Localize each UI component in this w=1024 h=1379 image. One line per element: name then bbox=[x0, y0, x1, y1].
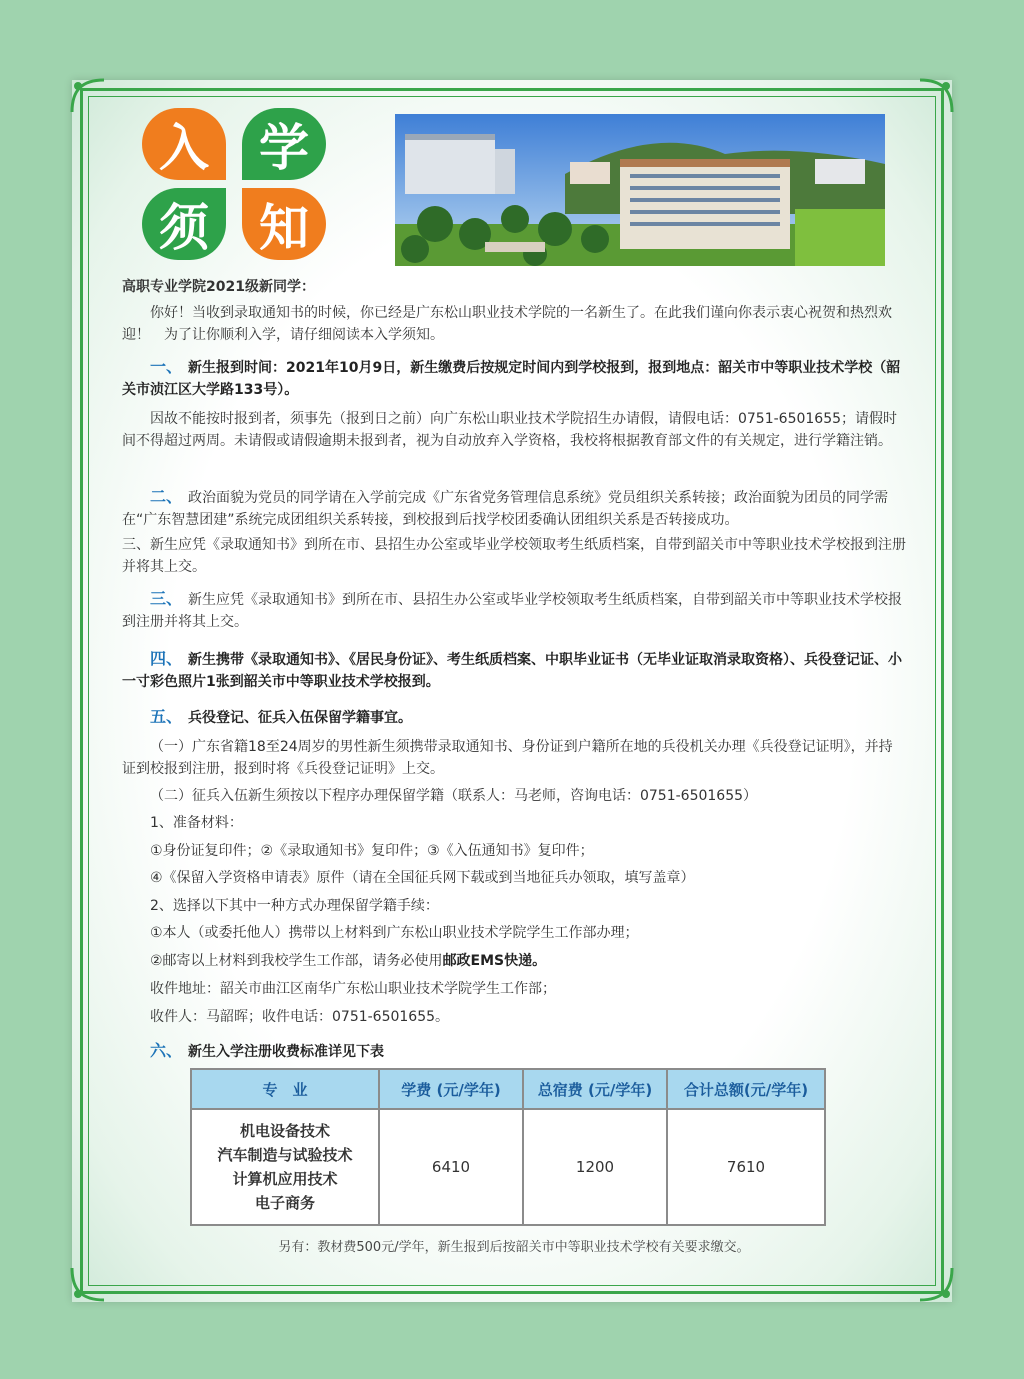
section-5-item: ④《保留入学资格申请表》原件（请在全国征兵网下载或到当地征兵办领取，填写盖章） bbox=[150, 870, 695, 886]
section-5-p1: （一）广东省籍18至24周岁的男性新生须携带录取通知书、身份证到户籍所在地的兵役机关办理《兵役登记证明》，并持证到校报到注册，报到时将《兵役登记证明》上交。 bbox=[122, 739, 893, 777]
major-name: 汽车制造与试验技术 bbox=[217, 1146, 353, 1164]
column-header: 专 业 bbox=[191, 1069, 379, 1109]
corner-ornament-icon bbox=[916, 1264, 956, 1304]
logo-tile: 须 bbox=[142, 188, 226, 260]
column-header: 总宿费 (元/学年) bbox=[523, 1069, 667, 1109]
section-6 bbox=[122, 1040, 906, 1063]
section-5-item: ①身份证复印件；②《录取通知书》复印件；③《入伍通知书》复印件； bbox=[150, 843, 594, 859]
logo-tile: 知 bbox=[242, 188, 326, 260]
intro-paragraph: 你好！当收到录取通知书的时候，你已经是广东松山职业技术学院的一名新生了。在此我们谨向你表示衷心祝贺和热烈欢迎！ 为了让你顺利入学，请仔细阅读本入学须知。 bbox=[122, 305, 892, 343]
logo-tile: 学 bbox=[242, 108, 326, 180]
column-header: 学费 (元/学年) bbox=[379, 1069, 523, 1109]
section-1-heading: 新生报到时间：2021年10月9日，新生缴费后按规定时间内到学校报到，报到地点：韶关市中等职业技术学校（韶关市浈江区大学路133号）。 bbox=[122, 360, 901, 398]
column-header: 合计总额(元/学年) bbox=[667, 1069, 825, 1109]
major-name: 机电设备技术 bbox=[239, 1122, 330, 1140]
section-number: 二、 bbox=[150, 487, 183, 506]
section-5-address: 收件地址：韶关市曲江区南华广东松山职业技术学院学生工作部； bbox=[150, 981, 556, 997]
section-5-p2: （二）征兵入伍新生须按以下程序办理保留学籍（联系人：马老师，咨询电话：0751-6501655） bbox=[150, 788, 758, 804]
major-name: 电子商务 bbox=[254, 1194, 315, 1212]
campus-photo bbox=[395, 114, 885, 266]
section-5-item-text: ②邮寄以上材料到我校学生工作部，请务必使用 bbox=[150, 953, 443, 969]
section-6-title: 新生入学注册收费标准详见下表 bbox=[188, 1044, 385, 1060]
section-5-item: 2、选择以下其中一种方式办理保留学籍手续： bbox=[150, 898, 439, 914]
section-5-recipient: 收件人：马韶晖；收件电话：0751-6501655。 bbox=[150, 1009, 450, 1025]
section-5-title: 兵役登记、征兵入伍保留学籍事宜。 bbox=[188, 710, 413, 726]
section-4-text: 新生携带《录取通知书》、《居民身份证》、考生纸质档案、中职毕业证书（无毕业证取消录取资格）、兵役登记证、小一寸彩色照片1张到韶关市中等职业技术学校报到。 bbox=[122, 652, 903, 690]
corner-ornament-icon bbox=[68, 76, 108, 116]
table-header-row bbox=[191, 1069, 825, 1109]
section-2-text: 政治面貌为党员的同学请在入学前完成《广东省党务管理信息系统》党员组织关系转接；政治面貌为团员的同学需在“广东智慧团建”系统完成团组织关系转接，到校报到后找学校团委确认团组织关系是否转接成功。 bbox=[122, 490, 889, 528]
section-5-item: 1、准备材料： bbox=[150, 815, 243, 831]
total-cell: 7610 bbox=[667, 1109, 825, 1225]
table-row bbox=[191, 1109, 825, 1225]
tuition-cell: 6410 bbox=[379, 1109, 523, 1225]
section-1-paragraph: 因故不能按时报到者，须事先（报到日之前）向广东松山职业技术学院招生办请假，请假电话：0751-6501655；请假时间不得超过两周。未请假或请假逾期未报到者，视为自动放弃入学资格，我校将根据教育部文件的有关规定，进行学籍注销。 bbox=[122, 411, 898, 449]
logo-tile: 入 bbox=[142, 108, 226, 180]
section-number: 四、 bbox=[150, 649, 183, 668]
section-5 bbox=[122, 706, 906, 729]
fee-table bbox=[190, 1068, 826, 1226]
section-5-item: ①本人（或委托他人）携带以上材料到广东松山职业技术学院学生工作部办理； bbox=[150, 925, 639, 941]
section-5-item bbox=[122, 950, 906, 972]
ems-emphasis: 邮政EMS快递。 bbox=[442, 953, 547, 969]
section-3-text: 新生应凭《录取通知书》到所在市、县招生办公室或毕业学校领取考生纸质档案，自带到韶关市中等职业技术学校报到注册并将其上交。 bbox=[122, 592, 903, 630]
major-name: 计算机应用技术 bbox=[232, 1170, 338, 1188]
section-number: 五、 bbox=[150, 707, 183, 726]
section-2 bbox=[122, 486, 906, 531]
dorm-cell: 1200 bbox=[523, 1109, 667, 1225]
corner-ornament-icon bbox=[916, 76, 956, 116]
footnote: 另有：教材费500元/学年，新生报到后按韶关市中等职业技术学校有关要求缴交。 bbox=[278, 1240, 750, 1255]
section-number: 六、 bbox=[150, 1041, 183, 1060]
section-1 bbox=[122, 356, 906, 401]
corner-ornament-icon bbox=[68, 1264, 108, 1304]
section-number: 一、 bbox=[150, 357, 183, 376]
section-number: 三、 bbox=[150, 589, 183, 608]
section-4 bbox=[122, 648, 906, 693]
majors-cell bbox=[191, 1109, 379, 1225]
greeting: 高职专业学院2021级新同学： bbox=[122, 279, 315, 295]
section-2-extra: 三、新生应凭《录取通知书》到所在市、县招生办公室或毕业学校领取考生纸质档案，自带到韶关市中等职业技术学校报到注册并将其上交。 bbox=[122, 537, 906, 575]
section-3 bbox=[122, 588, 906, 633]
